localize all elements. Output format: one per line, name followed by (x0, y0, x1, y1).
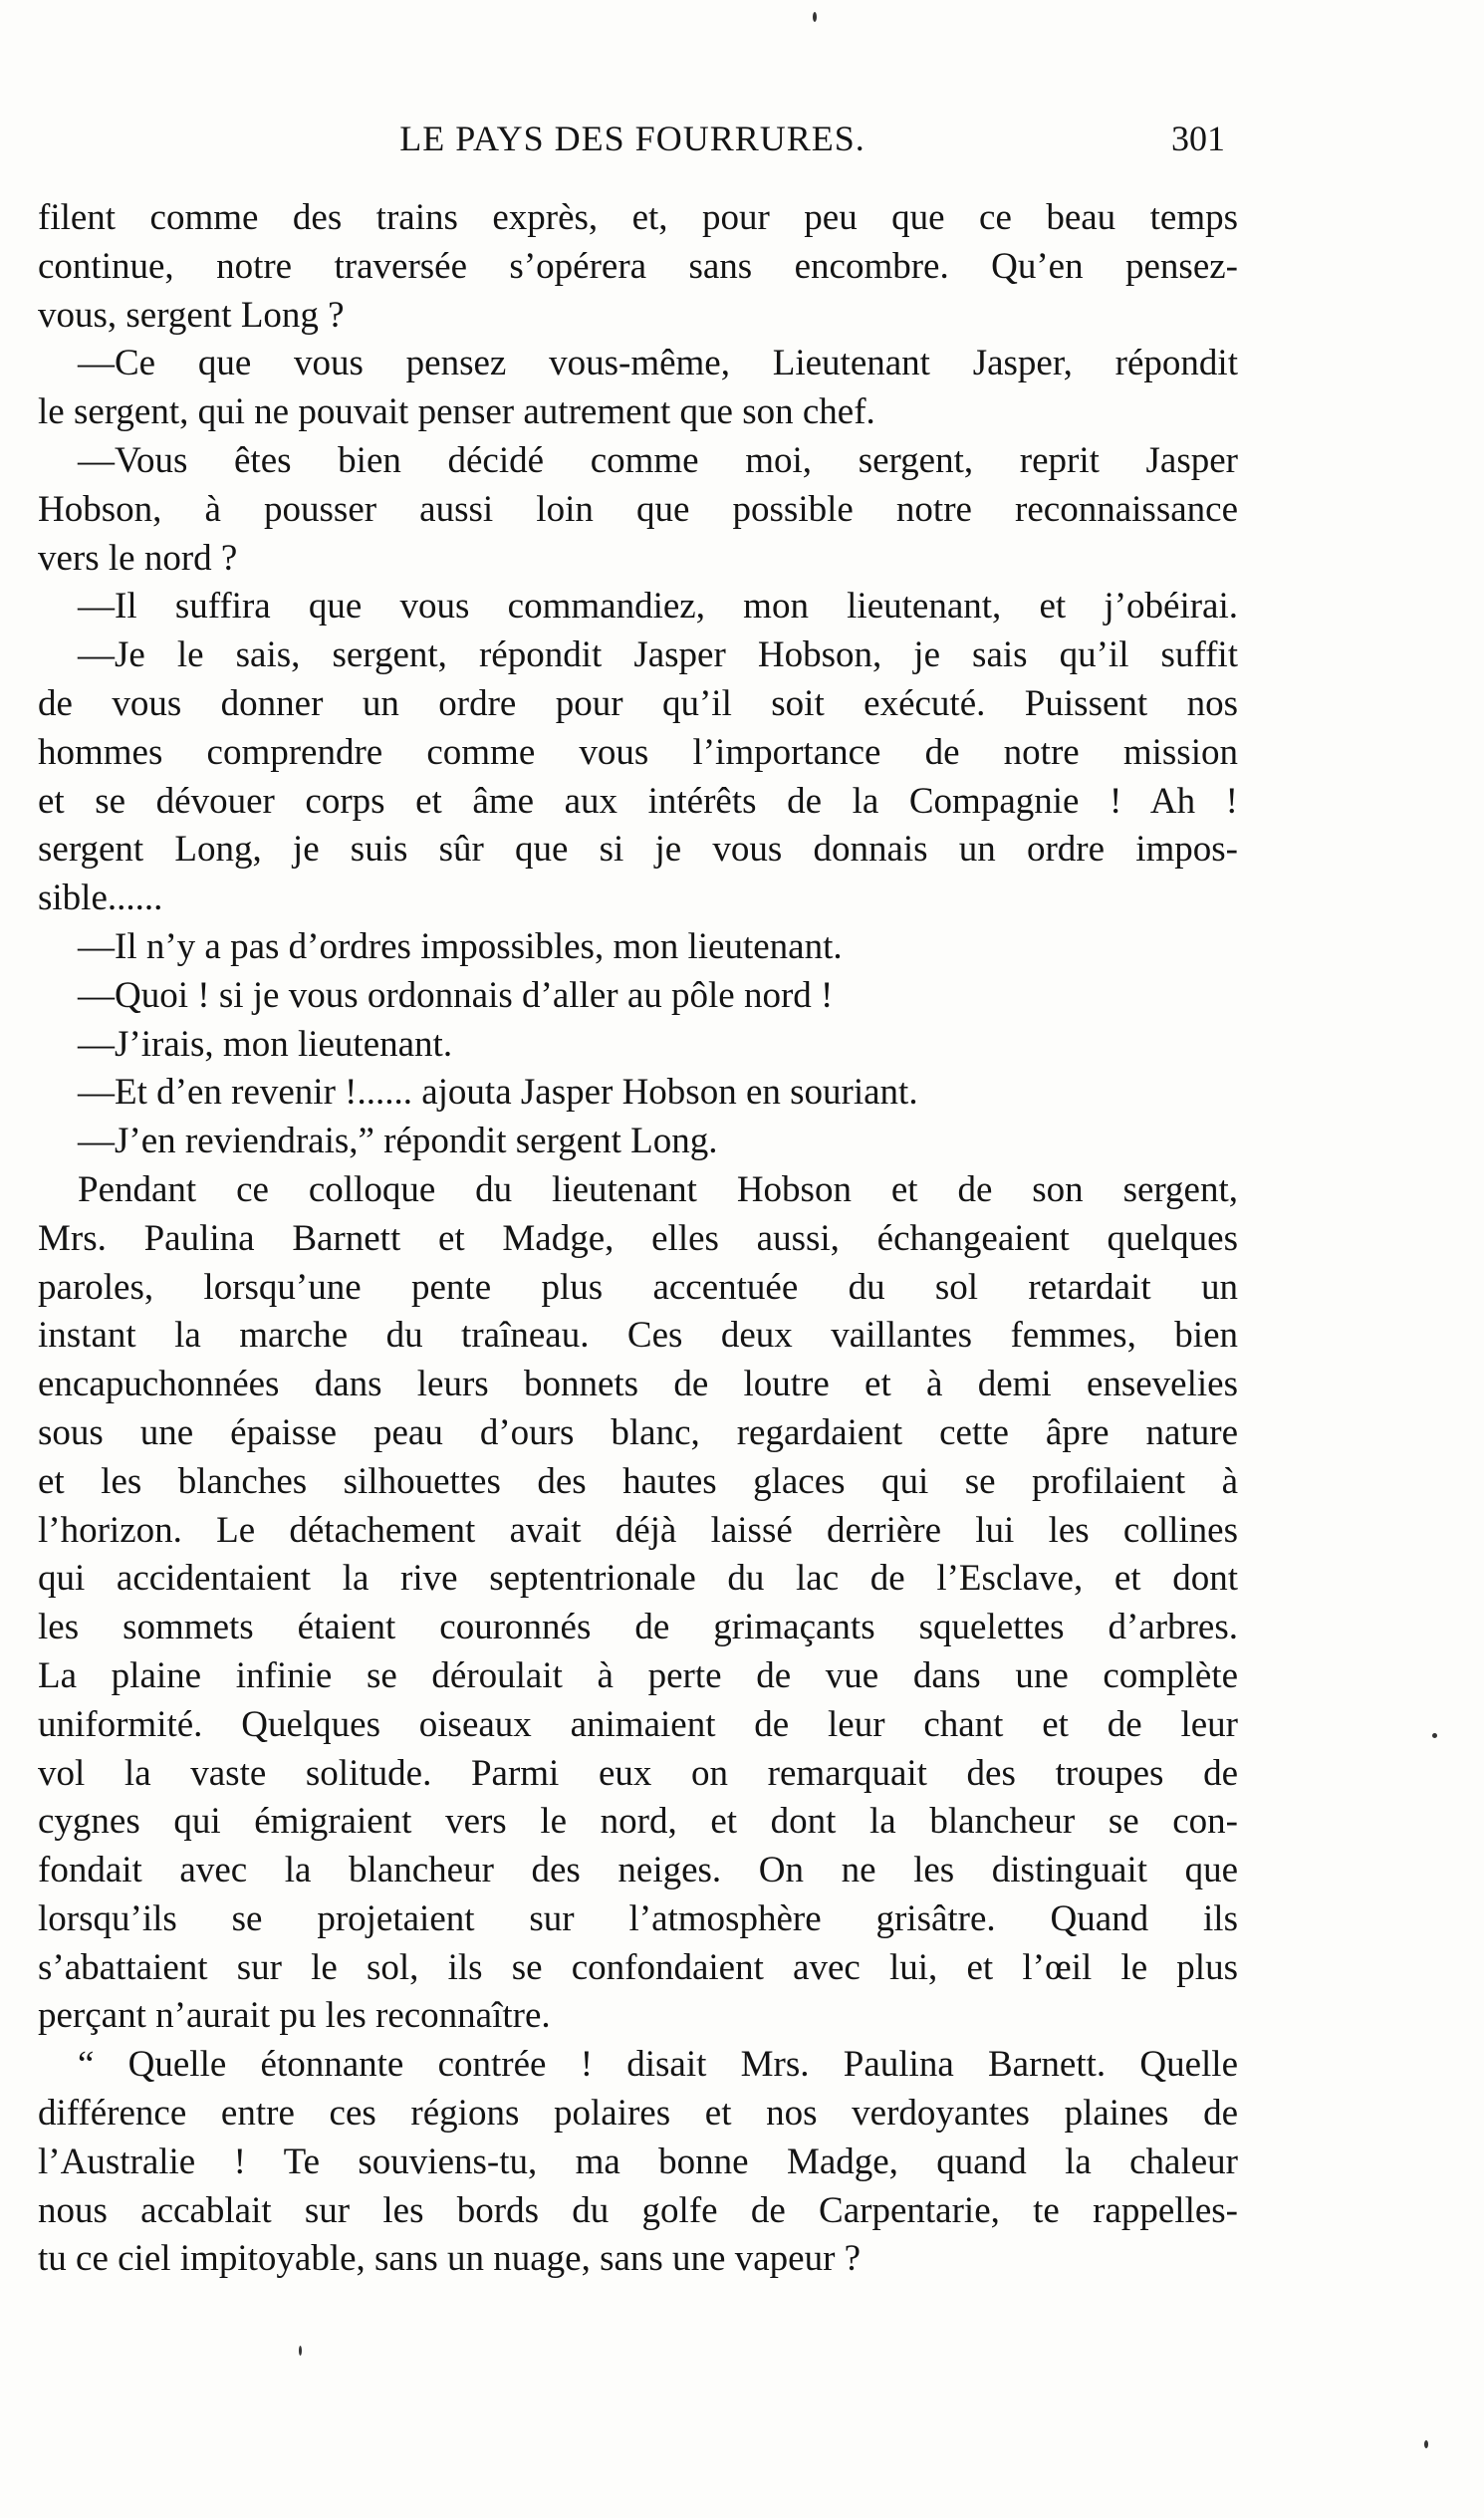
text-line: —J’en reviendrais,” répondit sergent Long. (78, 1121, 718, 1162)
text-line: les sommets étaient couronnés de grimaçants squelettes d’arbres. (38, 1607, 1238, 1648)
text-line: nous accablait sur les bords du golfe de Carpentarie, te rappelles- (38, 2189, 1238, 2231)
text-line: La plaine infinie se déroulait à perte de vue dans une complète (38, 1654, 1238, 1696)
text-line: Hobson, à pousser aussi loin que possible notre reconnaissance (38, 488, 1238, 530)
text-line: continue, notre traversée s’opérera sans encombre. Qu’en pensez- (38, 245, 1238, 287)
text-line: tu ce ciel impitoyable, sans un nuage, sans une vapeur ? (38, 2238, 862, 2280)
text-line: encapuchonnées dans leurs bonnets de loutre et à demi ensevelies (38, 1364, 1238, 1405)
text-line: et les blanches silhouettes des hautes glaces qui se profilaient à (38, 1460, 1238, 1502)
scan-speck (1424, 2440, 1428, 2448)
text-line: vers le nord ? (38, 537, 238, 579)
text-line: différence entre ces régions polaires et nos verdoyantes plaines de (38, 2093, 1238, 2135)
text-line: Pendant ce colloque du lieutenant Hobson et de son sergent, (78, 1168, 1238, 1210)
text-line: et se dévouer corps et âme aux intérêts de la Compagnie ! Ah ! (38, 780, 1238, 822)
text-line: hommes comprendre comme vous l’importance de notre mission (38, 731, 1238, 773)
body-text (38, 194, 1238, 2284)
text-line: vous, sergent Long ? (38, 294, 345, 336)
text-line: —Vous êtes bien décidé comme moi, sergent, reprit Jasper (78, 439, 1238, 481)
text-line: lorsqu’ils se projetaient sur l’atmosphère grisâtre. Quand ils (38, 1897, 1238, 1939)
text-line: filent comme des trains exprès, et, pour peu que ce beau temps (38, 197, 1238, 238)
text-line: qui accidentaient la rive septentrionale du lac de l’Esclave, et dont (38, 1558, 1238, 1600)
text-line: —Je le sais, sergent, répondit Jasper Hobson, je sais qu’il suffit (78, 634, 1238, 676)
text-line: de vous donner un ordre pour qu’il soit exécuté. Puissent nos (38, 682, 1238, 724)
text-line: “ Quelle étonnante contrée ! disait Mrs. Paulina Barnett. Quelle (78, 2044, 1238, 2086)
text-line: Mrs. Paulina Barnett et Madge, elles aussi, échangeaient quelques (38, 1217, 1238, 1259)
text-line: —J’irais, mon lieutenant. (78, 1023, 453, 1065)
text-line: instant la marche du traîneau. Ces deux vaillantes femmes, bien (38, 1315, 1238, 1357)
text-line: —Et d’en revenir !...... ajouta Jasper Hobson en souriant. (78, 1072, 918, 1114)
text-line: vol la vaste solitude. Parmi eux on remarquait des troupes de (38, 1752, 1238, 1794)
text-line: —Il suffira que vous commandiez, mon lieutenant, et j’obéirai. (78, 586, 1238, 628)
text-line: —Quoi ! si je vous ordonnais d’aller au pôle nord ! (78, 974, 834, 1016)
text-line: perçant n’aurait pu les reconnaître. (38, 1995, 551, 2037)
text-line: l’horizon. Le détachement avait déjà laissé derrière lui les collines (38, 1509, 1238, 1551)
text-line: sous une épaisse peau d’ours blanc, regardaient cette âpre nature (38, 1411, 1238, 1453)
text-line: —Ce que vous pensez vous-même, Lieutenant Jasper, répondit (78, 343, 1238, 384)
text-line: uniformité. Quelques oiseaux animaient de leur chant et de leur (38, 1703, 1238, 1745)
page-number: 301 (1171, 119, 1225, 158)
scan-speck (299, 2346, 302, 2356)
text-line: sible...... (38, 878, 163, 919)
scan-speck (1432, 1733, 1437, 1738)
text-line: l’Australie ! Te souviens-tu, ma bonne Madge, quand la chaleur (38, 2140, 1238, 2182)
running-title: LE PAYS DES FOURRURES. (399, 119, 866, 158)
scan-speck (813, 12, 817, 22)
text-line: sergent Long, je suis sûr que si je vous donnais un ordre impos- (38, 829, 1238, 871)
text-line: s’abattaient sur le sol, ils se confondaient avec lui, et l’œil le plus (38, 1946, 1238, 1988)
text-line: fondait avec la blancheur des neiges. On ne les distinguait que (38, 1850, 1238, 1891)
page-header (40, 118, 1225, 167)
text-line: cygnes qui émigraient vers le nord, et dont la blancheur se con- (38, 1801, 1238, 1843)
text-line: le sergent, qui ne pouvait penser autrement que son chef. (38, 391, 875, 433)
text-line: —Il n’y a pas d’ordres impossibles, mon lieutenant. (78, 925, 843, 967)
text-line: paroles, lorsqu’une pente plus accentuée du sol retardait un (38, 1266, 1238, 1308)
